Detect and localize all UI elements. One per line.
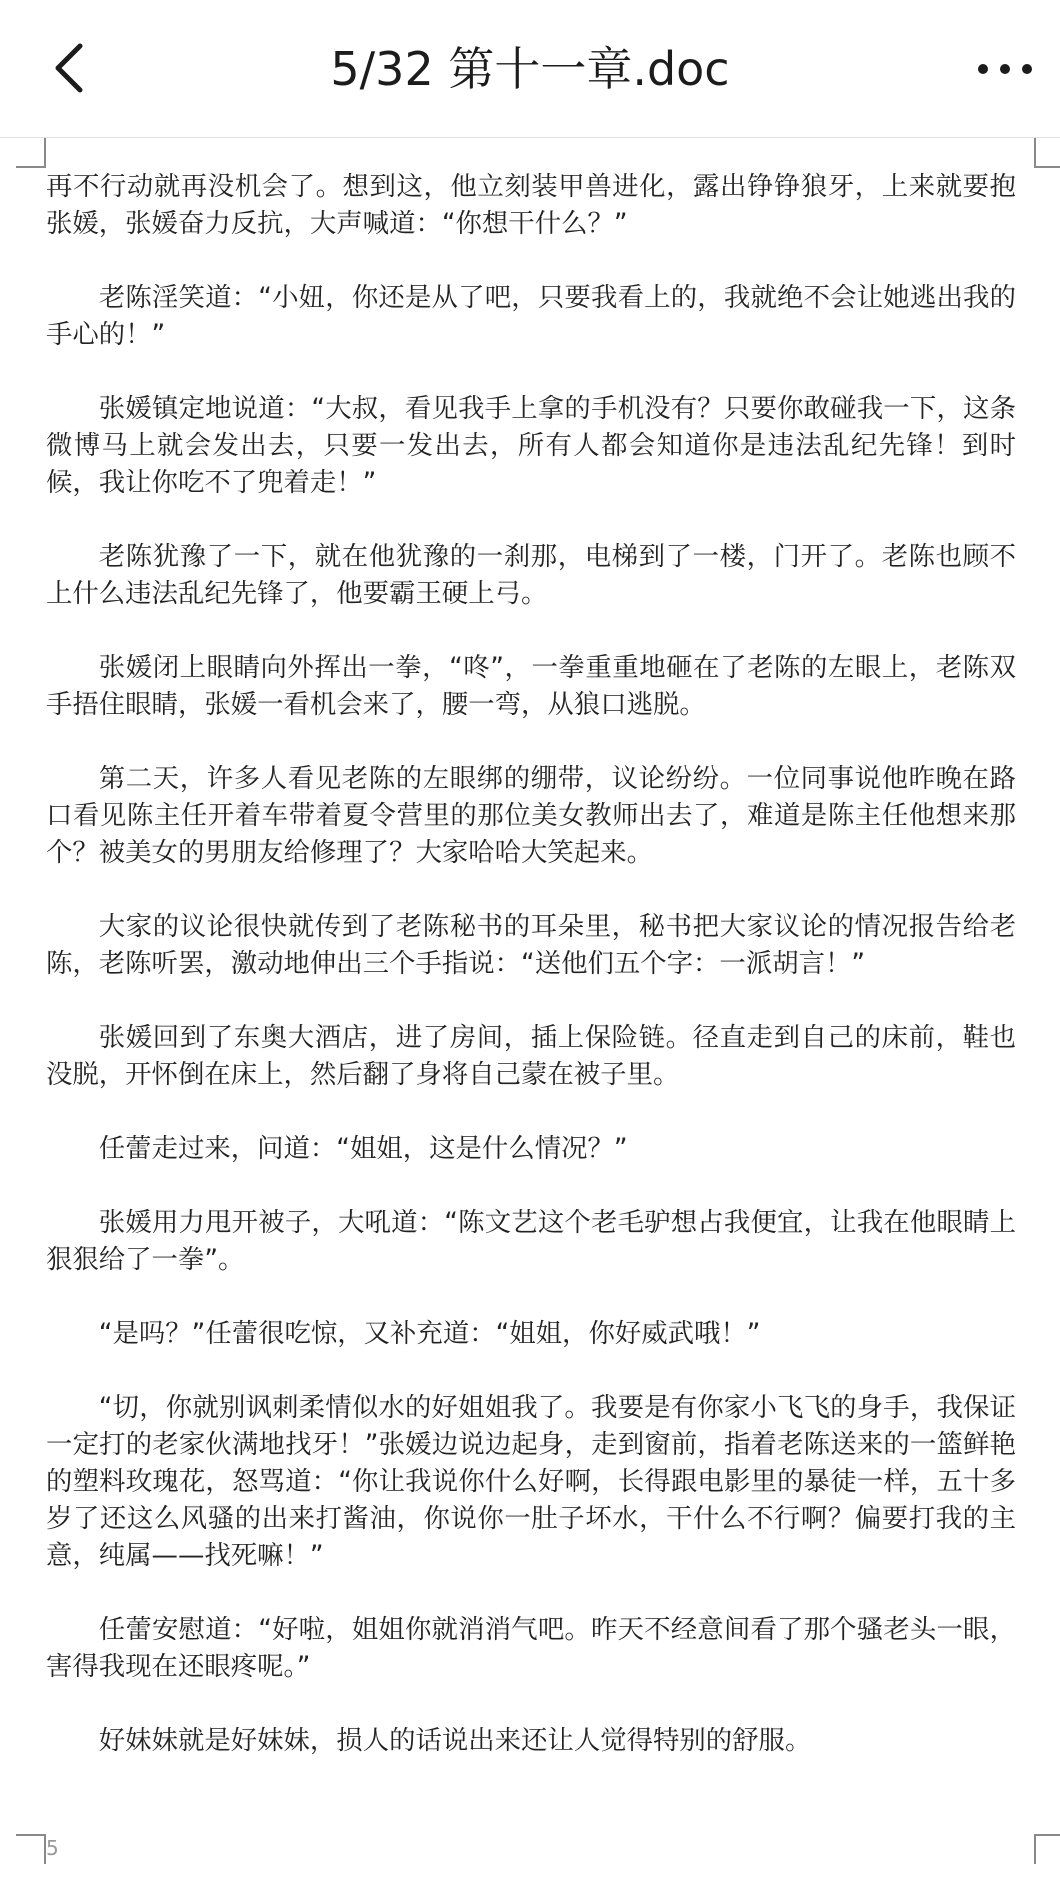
paragraph: 任蕾走过来，问道：“姐姐，这是什么情况？” bbox=[98, 1133, 628, 1164]
paragraph: 再不行动就再没机会了。想到这，他立刻装甲兽进化，露出铮铮狼牙，上来就要抱张媛，张媛奋力反抗，大声喊道：“你想干什么？” bbox=[46, 171, 1016, 239]
nav-divider bbox=[0, 137, 1060, 138]
paragraph: 老陈犹豫了一下，就在他犹豫的一刹那，电梯到了一楼，门开了。老陈也顾不上什么违法乱纪先锋了，他要霸王硬上弓。 bbox=[46, 541, 1016, 609]
paragraph: 任蕾安慰道：“好啦，姐姐你就消消气吧。昨天不经意间看了那个骚老头一眼，害得我现在还眼疼呢。” bbox=[46, 1614, 1016, 1682]
navigation-bar bbox=[0, 0, 1060, 137]
paragraph: 好妹妹就是好妹妹，损人的话说出来还让人觉得特别的舒服。 bbox=[98, 1725, 812, 1756]
paragraph: 张媛用力甩开被子，大吼道：“陈文艺这个老毛驴想占我便宜，让我在他眼睛上狠狠给了一拳”。 bbox=[46, 1207, 1016, 1275]
document-body[interactable] bbox=[46, 168, 1016, 1796]
page-corner-mark-bottom-right bbox=[1034, 1834, 1060, 1864]
paragraph: 老陈淫笑道：“小妞，你还是从了吧，只要我看上的，我就绝不会让她逃出我的手心的！” bbox=[46, 282, 1016, 350]
paragraph: 张媛闭上眼睛向外挥出一拳，“咚”，一拳重重地砸在了老陈的左眼上，老陈双手捂住眼睛，张媛一看机会来了，腰一弯，从狼口逃脱。 bbox=[46, 652, 1016, 720]
page-corner-mark-top-left bbox=[16, 138, 46, 168]
back-button[interactable] bbox=[30, 28, 110, 108]
paragraph: “切，你就别讽刺柔情似水的好姐姐我了。我要是有你家小飞飞的身手，我保证一定打的老家伙满地找牙！”张媛边说边起身，走到窗前，指着老陈送来的一篮鲜艳的塑料玫瑰花，怒骂道：“你让我说你什么好啊，长得跟电影里的暴徒一样，五十多岁了还这么风骚的出来打酱油，你说你一肚子坏水，干什么不行啊？偏要打我的主意，纯属——找死嘛！” bbox=[46, 1392, 1016, 1571]
page-corner-mark-top-right bbox=[1034, 138, 1060, 168]
more-horizontal-icon bbox=[975, 61, 1035, 77]
paragraph: 第二天，许多人看见老陈的左眼绑的绷带，议论纷纷。一位同事说他昨晚在路口看见陈主任开着车带着夏令营里的那位美女教师出去了，难道是陈主任他想来那个？被美女的男朋友给修理了？大家哈哈大笑起来。 bbox=[46, 763, 1016, 868]
page-corner-mark-bottom-left bbox=[16, 1834, 46, 1864]
document-title: 5/32 第十一章.doc bbox=[330, 42, 730, 96]
page-number: 5 bbox=[46, 1836, 59, 1860]
paragraph: 张媛回到了东奥大酒店，进了房间，插上保险链。径直走到自己的床前，鞋也没脱，开怀倒在床上，然后翻了身将自己蒙在被子里。 bbox=[46, 1022, 1016, 1090]
paragraph: “是吗？”任蕾很吃惊，又补充道：“姐姐，你好威武哦！” bbox=[98, 1318, 761, 1349]
more-options-button[interactable] bbox=[960, 34, 1050, 104]
paragraph: 大家的议论很快就传到了老陈秘书的耳朵里，秘书把大家议论的情况报告给老陈，老陈听罢，激动地伸出三个手指说：“送他们五个字：一派胡言！” bbox=[46, 911, 1016, 979]
chevron-left-icon bbox=[50, 38, 90, 98]
paragraph: 张媛镇定地说道：“大叔，看见我手上拿的手机没有？只要你敢碰我一下，这条微博马上就会发出去，只要一发出去，所有人都会知道你是违法乱纪先锋！到时候，我让你吃不了兜着走！” bbox=[46, 393, 1016, 498]
